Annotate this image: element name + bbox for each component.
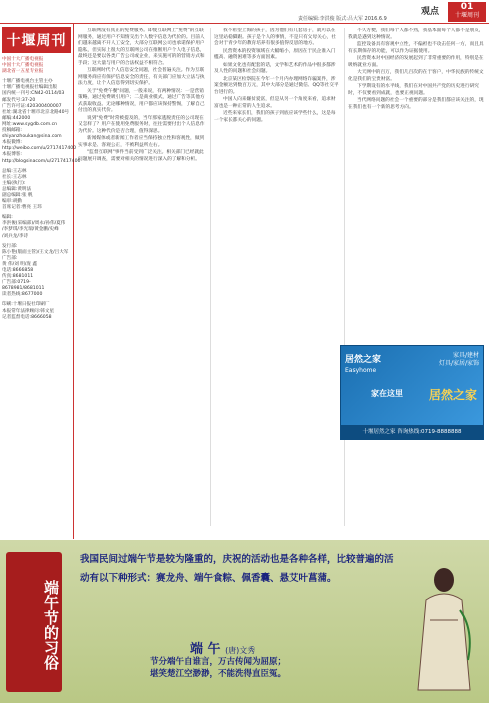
paragraph: 关于"免费午餐"问题，一般来说，有两种情况：一是营销策略，通过免费吸引用户；二是商业模式，通过广告等其他方式获取收益。无论哪种情况，用户都应该保持警惕，了解自己付出的真实代价。 <box>78 88 205 113</box>
editor-line: /李梦琪/李光瑞/黄金鹏/史峰 <box>2 227 59 233</box>
staff-line: 编审:胡勤 <box>2 199 22 205</box>
poem-title <box>190 638 255 657</box>
paragraph: 大天网中的百万，我们几百次的在于客户，中华民族的传统文化是我们的宝贵财富。 <box>348 70 484 82</box>
poem-author: (唐)文秀 <box>225 646 256 655</box>
paragraph: 民营资本的投资领域在大幅缩小，原因在于民企准入门槛高、融资困难等多方面因素。 <box>214 48 336 60</box>
ad-brand <box>345 352 381 375</box>
column-divider <box>210 28 211 526</box>
org-info <box>2 57 71 75</box>
article-column-2 <box>214 28 340 526</box>
section-title: 观点 <box>421 7 440 17</box>
paragraph: "监督互联网"事件当前受到广泛关注。相关部门已经就此问题展开调查，需要对相关的情况进行深入的了解和分析。 <box>78 150 204 162</box>
staff-line: 社长:王志林 <box>2 174 27 180</box>
paragraph: 民营资本对中国经济的发展起到了非常重要的作用，特别是在吸纳就业方面。 <box>348 56 484 68</box>
editor-line: 编辑: <box>2 215 13 221</box>
ad-tag: 家具/建材 <box>452 352 479 359</box>
info-line: 十堰广播电视报社编辑出版 <box>2 85 58 91</box>
contact-line: 传真:8681011 <box>2 274 34 280</box>
info-line: 本报微博: <box>2 140 22 146</box>
staff-line: 总编:王志林 <box>2 168 27 174</box>
article-column-3 <box>348 28 484 340</box>
masthead-logo: 十堰周刊 <box>2 27 71 53</box>
org-line: 中国十大广播电视报 <box>2 63 44 69</box>
info-line: 十堰广播电视台主管主办 <box>2 79 53 85</box>
home-store-advertisement[interactable] <box>340 345 484 440</box>
staff-line: 副总编辑:张 帆 <box>2 192 33 198</box>
staff-line: 首席记者:曹亮 王玮 <box>2 205 42 211</box>
info-line: 邮发代号:37-20 <box>2 97 36 103</box>
page-number-box <box>448 2 486 22</box>
sidebar <box>0 24 81 539</box>
contact-line: 陈小艳(版面主管)/王文龙/吕大军 <box>2 249 69 255</box>
info-line: 邮编:442000 <box>2 115 31 121</box>
paragraph: 不久方便，我们每个人都不熟，我基本面每个人都不是朋友，我就是遇到这种情况。 <box>348 28 484 40</box>
contact-line: 广告部: <box>2 255 18 261</box>
staff-line: 总编辑:黄明法 <box>2 186 32 192</box>
contact-line: 广告部:0719-8678981/8681011 <box>2 280 45 292</box>
paragraph: 我不希望上海的孩子，因为他们有几套房子，就可以在这里站稳脚跟。孩子是个人的事情，不是只有父母关心，社会对于青少年的教育培养有很多值得反思的地方。 <box>214 28 336 46</box>
ad-tag: 灯具/家居/家饰 <box>438 360 479 367</box>
ad-footer: 十堰居然之家 咨询热线:0719-8888888 <box>341 425 483 439</box>
contact-line: 黄 伟/刘 明/庞 鑫 <box>2 261 38 267</box>
page-number: 01 <box>460 2 474 12</box>
info-line: 广告许可证:420300400007 <box>2 103 62 109</box>
poem-line: 堪笑楚江空渺渺，不能洗得直臣冤。 <box>150 669 287 679</box>
paragraph: 互联网没有真正的免费服务。即使互联网上"免费"的互联网服务，通过用户不知情交出个人数字信息为代价的。目前人们越来越离不开人工安全，大部分互联网公司也承诺保护用户隐私，但实际上很大的互联网公司在推断用户个人电子信息，最终还是要以各类广告公司或企业，来实施可的的营销方式和手段；这大量与用户的合法权益不相符合。 <box>78 28 205 66</box>
banner-body-text: 我国民间过端午节是较为隆重的，庆祝的活动也是各种各样，比较普遍的活动有以下种形式：赛龙舟、端午食粽、佩香囊、悬艾叶菖蒲。 <box>80 554 394 584</box>
print-line: 本报常年法律顾问:韩文星 <box>2 308 55 314</box>
ad-slogan: 家在这里 <box>371 389 403 398</box>
paragraph: 说到"免费"时常被提及的，当年那家逃脱责任的公司现在又怎样了？用户在使用免费服务时，往往需要付出个人信息作为代价。这种代价是否合理，值得深思。 <box>78 115 205 134</box>
header-meta: 责任编辑:李洪俊 版式:吕大军 2016.6.9 <box>298 16 387 22</box>
paragraph: 如果文化也有配套的话，文学和艺术的作品中很多都涉及人性的问题和社会问题。 <box>214 62 336 74</box>
paragraph: 互联网时代个人信息安全问题，社会普遍关注。作为互联网服务商应有保护信息安全的责任，有关部门应加大立法与执法力度，让个人信息得到切实保护。 <box>78 68 205 86</box>
column-divider <box>344 28 345 526</box>
dragon-boat-festival-banner <box>0 540 489 703</box>
org-line: 中国十大广播电视报 <box>2 57 44 62</box>
info-line: 社址:湖北省十堰市北京北路40号 <box>2 109 70 115</box>
print-line: 印刷:十堰日报社印刷厂 <box>2 302 50 308</box>
banner-title: 端午节的习俗 <box>6 552 62 692</box>
paragraph: 近些来家长们，我们的孩子到底应该学些什么，这是每一个家长都关心的问题。 <box>214 111 336 123</box>
weibo-link[interactable]: http://weibo.com/u/2717417400 <box>2 146 77 152</box>
paragraph: 北京某区检察院在今年一个月内办理网络诈骗案件，涉案金额达到数百万元，其中大部分是通过微信、QQ等社交平台进行的。 <box>214 76 339 95</box>
paragraph: 监控设备具有客观中立性，不偏袒也不攻击任何一方，而且具有长期保存的功能，可以作为证据使用。 <box>348 42 484 54</box>
contact-line: 发行部: <box>2 243 18 249</box>
editor-line: /刘兵龙/李诗 <box>2 233 29 239</box>
info-line: 本报博客: <box>2 152 22 158</box>
print-line: 记者监督电话:8666058 <box>2 314 52 320</box>
article-column-1 <box>78 28 206 526</box>
info-line: 国内统一刊号:CN42-0114/03 <box>2 91 65 97</box>
info-line: 网址:www.sygdb.com.cn <box>2 121 58 127</box>
page-header <box>0 0 489 24</box>
paragraph: 新闻媒体或者新闻工作者应当保持独立性和客观性，做到实事求是、客观公正，不被利益所左右。 <box>78 136 205 148</box>
ad-tags <box>439 352 479 368</box>
editor-line: 李洪俊(采编部)/周永/孙伟/夏伟 <box>2 221 66 227</box>
poem-title-text: 端 午 <box>190 642 221 657</box>
poem-line: 节分端午自谁言，万古传闻为屈原； <box>150 657 287 667</box>
print-info <box>2 302 71 320</box>
ad-house-label: 居然之家 <box>428 388 477 402</box>
poem-lines <box>150 656 286 680</box>
ad-brand-en: Easyhome <box>345 367 377 374</box>
org-line: 湖北省一五星专业报 <box>2 69 44 75</box>
publication-name: 十堰周刊 <box>454 12 479 19</box>
staff-line: 主编(执行): <box>2 180 26 186</box>
article-body <box>78 28 485 528</box>
paragraph: 中国人向来嫌贫爱富，但是从另一个角度来看，追求财富也是一种正常的人生追求。 <box>214 97 336 109</box>
paragraph: 下学期设有的水平线，我们在对中国共产党的历史进行研究时，不仅要看到成就，也要正视问题。 <box>348 84 479 96</box>
paragraph: 当代网络问题的社会一个重要的部分是我们都应该关注的，现在我们也有一个新的思考方向。 <box>348 98 484 110</box>
contact-line: 读者热线:8677000 <box>2 292 43 298</box>
contact-info <box>2 244 71 299</box>
blog-link[interactable]: http://blogsinacom/u/2717417400 <box>2 158 81 164</box>
poet-figure-illustration <box>408 560 480 695</box>
email-link[interactable]: shiyanzhoukan@sina.com <box>2 134 62 140</box>
ad-brand-cn: 居然之家 <box>345 355 382 365</box>
publication-info <box>2 79 81 164</box>
editors-info <box>2 215 71 239</box>
info-line: 投稿邮箱: <box>2 128 22 134</box>
staff-info <box>2 169 71 212</box>
contact-line: 电话:8666858 <box>2 268 34 273</box>
